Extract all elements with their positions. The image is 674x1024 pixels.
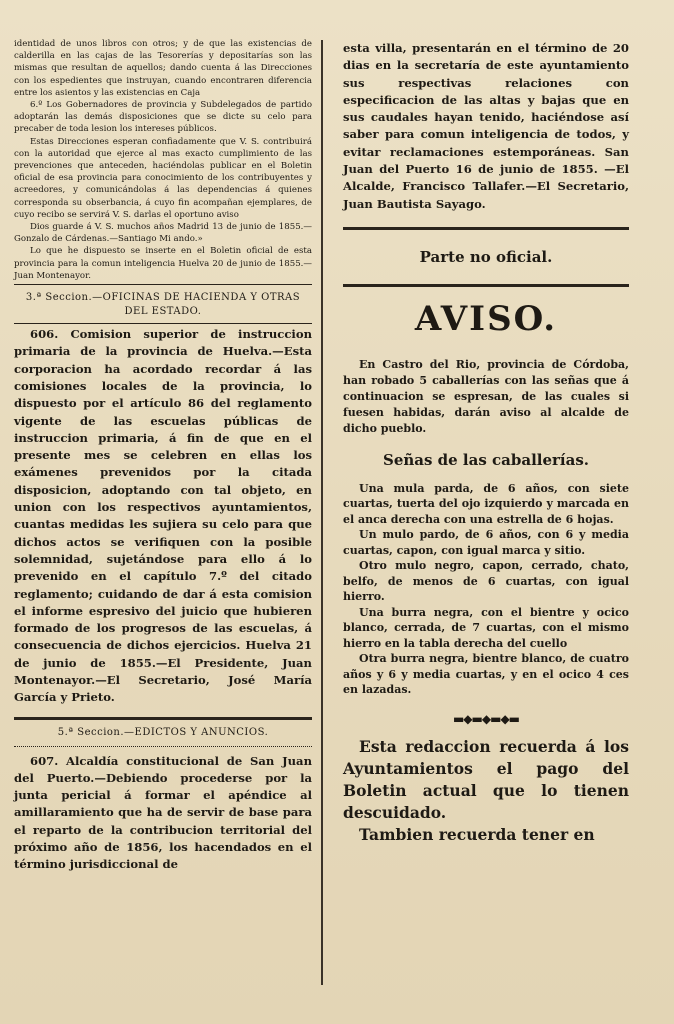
paragraph-identidad: identidad de unos libros con otros; y de que las existencias de calderilla en las cajas de las Tesorerías y depositarías son las mismas que resultan de aquellos; dando cuenta á las Direcciones con los espedientes que instruyan, cuando encontraren diferencia entre los asientos y las existencias en Caja	[14, 39, 312, 98]
paragraph-lo-que: Lo que he dispuesto se inserte en el Boletin oficial de esta provincia para la comun inteligencia Huelva 20 de junio de 1855.—Juan Montenayor.	[14, 246, 312, 281]
sena-2: Un mulo pardo, de 6 años, con 6 y media cuartas, capon, con igual marca y sitio.	[343, 528, 629, 557]
column-divider	[321, 40, 323, 985]
left-column	[14, 38, 312, 874]
section-rule	[14, 323, 312, 324]
notice-607: 607. Alcaldía constitucional de San Juan del Puerto.—Debiendo procederse por la junta pericial á formar el apéndice al amillaramiento que ha de servir de base para el reparto de la contribucion territorial del próximo año de 1856, los hacendados en el término jurisdiccional de	[14, 753, 312, 872]
paragraph-direcciones: Estas Direcciones esperan confiadamente que V. S. contribuirá con la autoridad que ejerce al mas exacto cumplimiento de las prevenciones que anteceden, haciéndolas publicar en el Boletin oficial de esa provincia para conocimiento de los contribuyentes y acreedores, y comunicándolas á las dependencias á quienes corresponda su obserbancia, á cuyo fin acompañan ejemplares, de cuyo recibo se servirá V. S. darlas el oportuno aviso	[14, 136, 312, 220]
sena-1: Una mula parda, de 6 años, con siete cuartas, tuerta del ojo izquierdo y marcada en el anca derecha con una estrella de 6 hojas.	[343, 481, 629, 526]
ornament-divider: ▬◆▬◆▬◆▬	[452, 711, 520, 726]
section-rule	[14, 717, 312, 720]
aviso-text: En Castro del Rio, provincia de Córdoba, han robado 5 caballerías con las señas que á continuacion se espresan, de las cuales si fuesen habidas, darán aviso al alcalde de dicho pueblo.	[343, 357, 629, 435]
section-dotted-rule	[14, 746, 312, 747]
sena-5: Otra burra negra, bientre blanco, de cuatro años y 6 y media cuartas, y en el ocico 4 ces en lazadas.	[343, 652, 629, 697]
aviso-heading: AVISO.	[414, 298, 558, 339]
tambien-notice: Tambien recuerda tener en	[359, 824, 595, 844]
section-rule	[343, 227, 629, 230]
parte-no-oficial-heading: Parte no oficial.	[419, 247, 553, 266]
paragraph-dios-guarde: Dios guarde á V. S. muchos años Madrid 13 de junio de 1855.—Gonzalo de Cárdenas.—Santiago Mi ando.»	[14, 222, 312, 245]
notice-607-continued: esta villa, presentarán en el término de 20 dias en la secretaría de este ayuntamiento sus respectivas relaciones con especificacion de las altas y bajas que en sus caudales hayan tenido, haciéndose así saber para comun inteligencia de todos, y evitar reclamaciones estemporáneas. San Juan del Puerto 16 de junio de 1855. —El Alcalde, Francisco Tallafer.—El Secretario, Juan Bautista Sayago.	[343, 41, 629, 211]
right-column	[343, 40, 629, 846]
sena-3: Otro mulo negro, capon, cerrado, chato, belfo, de menos de 6 cuartas, con igual hierro.	[343, 559, 629, 604]
section-5-heading: 5.ª Seccion.—EDICTOS Y ANUNCIOS.	[57, 726, 269, 738]
sena-4: Una burra negra, con el bientre y ocico blanco, cerrada, de 7 cuartas, con el mismo hierro en la tabla derecha del cuello	[343, 605, 629, 650]
section-rule	[14, 284, 312, 285]
paragraph-gobernadores: 6.º Los Gobernadores de provincia y Subdelegados de partido adoptarán las demás disposiciones que se dicte su celo para precaber de toda lesion los intereses públicos.	[14, 100, 312, 135]
senas-heading: Señas de las caballerías.	[383, 450, 589, 469]
section-3-heading: 3.ª Seccion.—OFICINAS DE HACIENDA Y OTRAS DEL ESTADO.	[25, 292, 301, 318]
redaccion-notice: Esta redaccion recuerda á los Ayuntamientos el pago del Boletin actual que lo tienen descuidado.	[343, 736, 629, 822]
section-rule	[343, 284, 629, 287]
notice-606: 606. Comision superior de instruccion primaria de la provincia de Huelva.—Esta corporacion ha acordado recordar á las comisiones locales de la provincia, lo dispuesto por el artículo 86 del reglamento vigente de las escuelas públicas de instruccion primaria, á fin de que en el presente mes se celebren en ellas los exámenes prevenidos por la citada disposicion, adoptando con tal objeto, en union con los respectivos ayuntamientos, cuantas medidas les sujiera su celo para que dichos actos se verifiquen con la posible solemnidad, sujetándose para ello á lo prevenido en el capítulo 7.º del citado reglamento; cuidando de dar á esta comision el informe espresivo del juicio que hubieren formado de los progresos de las escuelas, á consecuencia de dichos ejercicios. Huelva 21 de junio de 1855.—El Presidente, Juan Montenayor.—El Secretario, José María García y Prieto.	[14, 327, 312, 705]
